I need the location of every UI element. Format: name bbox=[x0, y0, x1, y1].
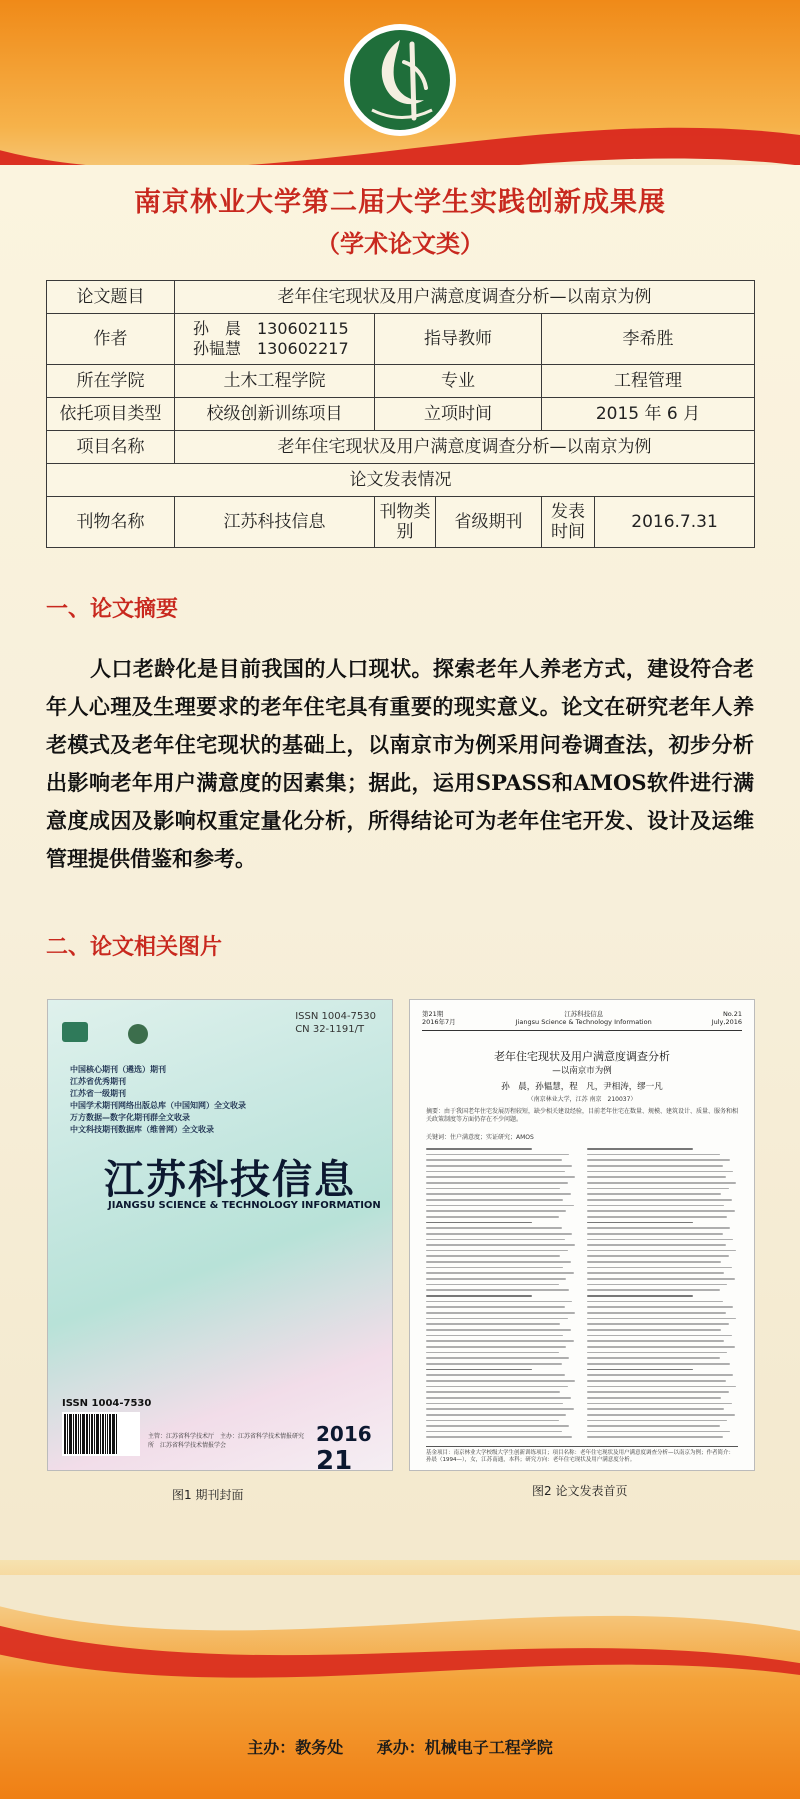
text-line bbox=[587, 1329, 721, 1331]
list-item: 中文科技期刊数据库（维普网）全文收录 bbox=[70, 1125, 214, 1134]
author-label: 作者 bbox=[47, 314, 175, 365]
text-line bbox=[587, 1233, 723, 1235]
page-header bbox=[422, 1010, 742, 1026]
text-line bbox=[587, 1374, 733, 1376]
cover-journal-name-en: JIANGSU SCIENCE & TECHNOLOGY INFORMATION bbox=[108, 1200, 381, 1211]
college-value: 土木工程学院 bbox=[175, 365, 375, 398]
text-line bbox=[426, 1425, 569, 1427]
text-line bbox=[587, 1159, 730, 1161]
text-line bbox=[426, 1380, 575, 1382]
text-line bbox=[426, 1403, 563, 1405]
text-line bbox=[587, 1176, 726, 1178]
cover-issue bbox=[316, 1422, 392, 1470]
text-line bbox=[426, 1233, 572, 1235]
journal-badge-icon bbox=[62, 1022, 88, 1042]
text-line bbox=[426, 1318, 568, 1320]
text-line bbox=[587, 1436, 723, 1438]
topic-value: 老年住宅现状及用户满意度调查分析—以南京为例 bbox=[175, 281, 755, 314]
start-label: 立项时间 bbox=[375, 398, 542, 431]
cover-issue-number: 21 bbox=[316, 1446, 353, 1470]
text-line bbox=[587, 1267, 732, 1269]
project-name-label: 项目名称 bbox=[47, 431, 175, 464]
page-volume: 第21期 bbox=[422, 1010, 444, 1018]
paper-title: 老年住宅现状及用户满意度调查分析 bbox=[494, 1050, 670, 1063]
text-line bbox=[426, 1165, 572, 1167]
text-line bbox=[426, 1199, 563, 1201]
list-item: 中国学术期刊网络出版总库（中国知网）全文收录 bbox=[70, 1101, 246, 1110]
text-line bbox=[426, 1239, 565, 1241]
text-line bbox=[426, 1284, 559, 1286]
pubdate-label: 发表时间 bbox=[542, 497, 595, 548]
topic-label: 论文题目 bbox=[47, 281, 175, 314]
college-label: 所在学院 bbox=[47, 365, 175, 398]
text-line bbox=[426, 1216, 559, 1218]
text-line bbox=[587, 1188, 729, 1190]
text-line bbox=[587, 1301, 723, 1303]
list-item: 中国核心期刊（遴选）期刊 bbox=[70, 1065, 166, 1074]
list-item: 江苏省优秀期刊 bbox=[70, 1077, 126, 1086]
page-date: 2016年7月 bbox=[422, 1018, 456, 1026]
text-line bbox=[587, 1222, 693, 1224]
footer-host: 主办：教务处 bbox=[247, 1738, 344, 1757]
text-line bbox=[426, 1205, 574, 1207]
text-line bbox=[426, 1176, 575, 1178]
journal-cover-figure bbox=[48, 1000, 392, 1470]
university-emblem-icon bbox=[342, 22, 458, 138]
text-line bbox=[587, 1199, 732, 1201]
bottom-swoosh bbox=[0, 1575, 800, 1715]
text-line bbox=[426, 1295, 532, 1297]
table-row bbox=[47, 464, 755, 497]
cover-year: 2016 bbox=[316, 1422, 372, 1446]
text-line bbox=[587, 1227, 730, 1229]
journal-value: 江苏科技信息 bbox=[175, 497, 375, 548]
text-line bbox=[426, 1210, 566, 1212]
text-line bbox=[587, 1380, 726, 1382]
text-line bbox=[426, 1255, 560, 1257]
text-line bbox=[587, 1420, 727, 1422]
footnote-rule bbox=[426, 1446, 738, 1447]
text-line bbox=[426, 1278, 566, 1280]
text-line bbox=[426, 1312, 575, 1314]
paper-column-right bbox=[587, 1148, 738, 1438]
text-line bbox=[587, 1397, 721, 1399]
text-line bbox=[587, 1216, 727, 1218]
text-line bbox=[587, 1408, 724, 1410]
text-line bbox=[426, 1329, 571, 1331]
text-line bbox=[587, 1284, 727, 1286]
table-row bbox=[47, 497, 755, 548]
seal-icon bbox=[128, 1024, 148, 1044]
text-line bbox=[426, 1323, 560, 1325]
advisor-label: 指导教师 bbox=[375, 314, 542, 365]
text-line bbox=[426, 1193, 571, 1195]
text-line bbox=[587, 1431, 730, 1433]
paper-footnote: 基金项目：南京林业大学校级大学生创新训练项目；项目名称：老年住宅现状及用户满意度调查分析—以南京为例；作者简介：孙晨（1994—），女，江苏南通，本科；研究方向：老年住宅现状及用户满意度分析。 bbox=[426, 1450, 735, 1463]
page-title: 南京林业大学第二届大学生实践创新成果展 bbox=[134, 187, 666, 218]
text-line bbox=[587, 1171, 733, 1173]
major-label: 专业 bbox=[375, 365, 542, 398]
text-line bbox=[587, 1425, 720, 1427]
author-1: 孙 晨 130602115 bbox=[193, 319, 349, 338]
text-line bbox=[426, 1352, 559, 1354]
page-journal: 江苏科技信息 bbox=[564, 1010, 604, 1018]
journal-label: 刊物名称 bbox=[47, 497, 175, 548]
text-line bbox=[587, 1318, 736, 1320]
text-line bbox=[426, 1222, 532, 1224]
advisor-value: 李希胜 bbox=[542, 314, 755, 365]
text-line bbox=[587, 1346, 735, 1348]
text-line bbox=[426, 1369, 532, 1371]
text-line bbox=[587, 1239, 733, 1241]
text-line bbox=[587, 1210, 735, 1212]
cover-issn: ISSN 1004-7530 bbox=[295, 1011, 376, 1022]
paper-column-left bbox=[426, 1148, 577, 1438]
text-line bbox=[587, 1182, 736, 1184]
text-line bbox=[426, 1227, 562, 1229]
cover-journal-name: 江苏科技信息 bbox=[104, 1157, 356, 1203]
major-value: 工程管理 bbox=[542, 365, 755, 398]
text-line bbox=[426, 1261, 571, 1263]
text-line bbox=[426, 1154, 569, 1156]
text-line bbox=[587, 1352, 727, 1354]
list-item: 万方数据—数字化期刊群全文收录 bbox=[70, 1113, 190, 1122]
cover-index-list bbox=[70, 1064, 246, 1136]
project-type-label: 依托项目类型 bbox=[47, 398, 175, 431]
figure-1-caption: 图1 期刊封面 bbox=[172, 1488, 244, 1502]
list-item: 江苏省一级期刊 bbox=[70, 1089, 126, 1098]
pubdate-value: 2016.7.31 bbox=[595, 497, 755, 548]
text-line bbox=[426, 1408, 574, 1410]
text-line bbox=[587, 1414, 735, 1416]
section-figures-heading: 二、论文相关图片 bbox=[46, 934, 223, 960]
text-line bbox=[426, 1182, 568, 1184]
text-line bbox=[426, 1363, 562, 1365]
authors-cell bbox=[175, 314, 375, 365]
cover-issn-bottom: ISSN 1004-7530 bbox=[62, 1398, 152, 1409]
text-line bbox=[587, 1369, 693, 1371]
text-line bbox=[426, 1244, 575, 1246]
cover-publisher: 主管：江苏省科学技术厅 主办：江苏省科学技术情报研究所 江苏省科学技术情报学会 bbox=[148, 1433, 305, 1449]
text-line bbox=[587, 1278, 735, 1280]
text-line bbox=[426, 1431, 562, 1433]
paper-keywords: 关键词：住户满意度；实证研究；AMOS bbox=[426, 1134, 534, 1141]
text-line bbox=[587, 1391, 729, 1393]
text-line bbox=[426, 1340, 574, 1342]
text-line bbox=[587, 1323, 729, 1325]
project-type-value: 校级创新训练项目 bbox=[175, 398, 375, 431]
barcode-icon bbox=[62, 1412, 140, 1456]
text-line bbox=[426, 1272, 574, 1274]
paper-first-page-figure bbox=[410, 1000, 754, 1470]
text-line bbox=[587, 1205, 724, 1207]
text-line bbox=[587, 1289, 720, 1291]
text-line bbox=[426, 1306, 565, 1308]
text-line bbox=[426, 1414, 566, 1416]
text-line bbox=[587, 1148, 693, 1150]
category-value: 省级期刊 bbox=[436, 497, 542, 548]
figure-2-caption: 图2 论文发表首页 bbox=[532, 1484, 628, 1498]
category-label: 刊物类别 bbox=[375, 497, 436, 548]
text-line bbox=[587, 1261, 721, 1263]
text-line bbox=[587, 1154, 720, 1156]
text-line bbox=[587, 1272, 724, 1274]
text-line bbox=[426, 1289, 569, 1291]
page-journal-en: Jiangsu Science & Technology Information bbox=[515, 1018, 652, 1026]
paper-abstract: 摘要：由于我国老年住宅发展历程较短，缺少相关建设经验，目前老年住宅在数量、规模、建筑设计、质量、服务和相关政策制度等方面仍存在不少问题。 bbox=[426, 1108, 739, 1123]
footer bbox=[0, 1735, 800, 1758]
cover-issn-block bbox=[295, 1010, 376, 1036]
text-line bbox=[587, 1250, 736, 1252]
text-line bbox=[426, 1436, 572, 1438]
text-line bbox=[426, 1357, 569, 1359]
page-date-en: July,2016 bbox=[711, 1018, 742, 1026]
text-line bbox=[587, 1295, 693, 1297]
info-table bbox=[46, 280, 755, 548]
abstract-text: 人口老龄化是目前我国的人口现状。探索老年人养老方式，建设符合老年人心理及生理要求的老年住宅具有重要的现实意义。论文在研究老年人养老模式及老年住宅现状的基础上，以南京市为例采用问卷调查法，初步分析出影响老年用户满意度的因素集；据此，运用SPASS和AMOS软件进行满意度成因及影响权重定量化分析，所得结论可为老年住宅开发、设计及运维管理提供借鉴和参考。 bbox=[46, 656, 754, 871]
text-line bbox=[587, 1340, 724, 1342]
table-row bbox=[47, 314, 755, 365]
text-line bbox=[426, 1188, 560, 1190]
table-row bbox=[47, 431, 755, 464]
text-line bbox=[426, 1250, 568, 1252]
text-line bbox=[587, 1363, 730, 1365]
text-line bbox=[426, 1420, 559, 1422]
text-line bbox=[426, 1148, 532, 1150]
text-line bbox=[587, 1165, 723, 1167]
text-line bbox=[426, 1397, 571, 1399]
text-line bbox=[426, 1374, 565, 1376]
paper-affiliation: （南京林业大学，江苏 南京 210037） bbox=[527, 1096, 637, 1103]
footer-organizer: 承办：机械电子工程学院 bbox=[376, 1738, 553, 1757]
text-line bbox=[426, 1267, 563, 1269]
text-line bbox=[426, 1346, 566, 1348]
paper-authors: 孙 晨，孙韫慧，程 凡，尹相涛，缪一凡 bbox=[501, 1082, 663, 1092]
text-line bbox=[426, 1171, 565, 1173]
text-line bbox=[587, 1335, 732, 1337]
start-value: 2015 年 6 月 bbox=[542, 398, 755, 431]
paper-body-columns bbox=[426, 1148, 738, 1438]
table-row bbox=[47, 365, 755, 398]
text-line bbox=[426, 1301, 572, 1303]
table-row bbox=[47, 281, 755, 314]
text-line bbox=[587, 1306, 733, 1308]
text-line bbox=[426, 1159, 562, 1161]
text-line bbox=[587, 1386, 736, 1388]
text-line bbox=[587, 1193, 721, 1195]
project-name-value: 老年住宅现状及用户满意度调查分析—以南京为例 bbox=[175, 431, 755, 464]
publication-header: 论文发表情况 bbox=[47, 464, 755, 497]
text-line bbox=[587, 1403, 732, 1405]
text-line bbox=[426, 1386, 568, 1388]
paper-subtitle: —以南京市为例 bbox=[552, 1066, 612, 1076]
author-2: 孙韫慧 130602217 bbox=[193, 339, 349, 358]
header-rule bbox=[422, 1030, 742, 1031]
text-line bbox=[426, 1335, 563, 1337]
cover-cn: CN 32-1191/T bbox=[295, 1024, 365, 1035]
text-line bbox=[426, 1391, 560, 1393]
table-row bbox=[47, 398, 755, 431]
text-line bbox=[587, 1357, 720, 1359]
section-abstract-heading: 一、论文摘要 bbox=[46, 596, 179, 622]
page-no-en: No.21 bbox=[722, 1010, 742, 1018]
text-line bbox=[587, 1255, 729, 1257]
text-line bbox=[587, 1312, 726, 1314]
text-line bbox=[587, 1244, 726, 1246]
page-subtitle: （学术论文类） bbox=[316, 229, 484, 258]
